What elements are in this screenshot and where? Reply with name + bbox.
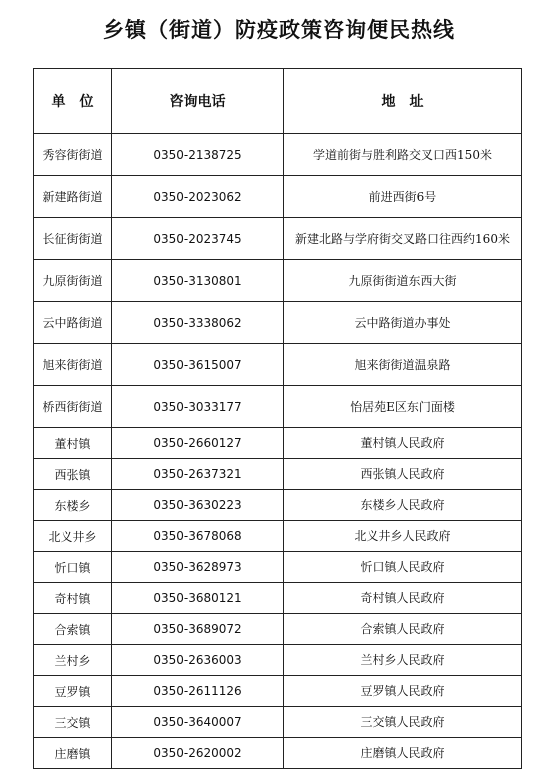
phone-cell: 0350-2023062 [112, 176, 284, 218]
table-row [34, 344, 522, 386]
unit-cell: 秀容街街道 [34, 134, 112, 176]
phone-cell: 0350-3689072 [112, 614, 284, 645]
table-row [34, 707, 522, 738]
column-header-phone: 咨询电话 [112, 69, 284, 134]
table-row [34, 134, 522, 176]
address-cell: 董村镇人民政府 [284, 428, 522, 459]
unit-cell: 忻口镇 [34, 552, 112, 583]
unit-cell: 九原街街道 [34, 260, 112, 302]
phone-cell: 0350-2023745 [112, 218, 284, 260]
table-row [34, 176, 522, 218]
table-body [34, 134, 522, 769]
phone-cell: 0350-2660127 [112, 428, 284, 459]
table-row [34, 428, 522, 459]
address-cell: 云中路街道办事处 [284, 302, 522, 344]
phone-cell: 0350-3630223 [112, 490, 284, 521]
unit-cell: 西张镇 [34, 459, 112, 490]
address-cell: 新建北路与学府街交叉路口往西约160米 [284, 218, 522, 260]
phone-cell: 0350-2611126 [112, 676, 284, 707]
table-row [34, 614, 522, 645]
unit-cell: 新建路街道 [34, 176, 112, 218]
phone-cell: 0350-3640007 [112, 707, 284, 738]
address-cell: 忻口镇人民政府 [284, 552, 522, 583]
unit-cell: 兰村乡 [34, 645, 112, 676]
address-cell: 三交镇人民政府 [284, 707, 522, 738]
table-row [34, 583, 522, 614]
table-header-row [34, 69, 522, 134]
column-header-address: 地 址 [284, 69, 522, 134]
address-cell: 怡居苑E区东门面楼 [284, 386, 522, 428]
address-cell: 学道前街与胜利路交叉口西150米 [284, 134, 522, 176]
column-header-unit: 单 位 [34, 69, 112, 134]
table-row [34, 676, 522, 707]
phone-cell: 0350-3130801 [112, 260, 284, 302]
hotline-table [33, 68, 522, 769]
address-cell: 东楼乡人民政府 [284, 490, 522, 521]
address-cell: 兰村乡人民政府 [284, 645, 522, 676]
unit-cell: 东楼乡 [34, 490, 112, 521]
address-cell: 九原街街道东西大街 [284, 260, 522, 302]
table-row [34, 552, 522, 583]
table-row [34, 302, 522, 344]
table-row [34, 645, 522, 676]
table-row [34, 459, 522, 490]
unit-cell: 云中路街道 [34, 302, 112, 344]
address-cell: 庄磨镇人民政府 [284, 738, 522, 769]
table-row [34, 218, 522, 260]
phone-cell: 0350-2636003 [112, 645, 284, 676]
table-row [34, 386, 522, 428]
address-cell: 西张镇人民政府 [284, 459, 522, 490]
phone-cell: 0350-3338062 [112, 302, 284, 344]
unit-cell: 合索镇 [34, 614, 112, 645]
unit-cell: 三交镇 [34, 707, 112, 738]
table-row [34, 490, 522, 521]
table-row [34, 521, 522, 552]
table-row [34, 260, 522, 302]
address-cell: 合索镇人民政府 [284, 614, 522, 645]
unit-cell: 庄磨镇 [34, 738, 112, 769]
unit-cell: 豆罗镇 [34, 676, 112, 707]
address-cell: 豆罗镇人民政府 [284, 676, 522, 707]
table-row [34, 738, 522, 769]
phone-cell: 0350-3628973 [112, 552, 284, 583]
unit-cell: 奇村镇 [34, 583, 112, 614]
phone-cell: 0350-3033177 [112, 386, 284, 428]
phone-cell: 0350-3678068 [112, 521, 284, 552]
phone-cell: 0350-2138725 [112, 134, 284, 176]
unit-cell: 北义井乡 [34, 521, 112, 552]
address-cell: 北义井乡人民政府 [284, 521, 522, 552]
phone-cell: 0350-2620002 [112, 738, 284, 769]
address-cell: 旭来街街道温泉路 [284, 344, 522, 386]
unit-cell: 董村镇 [34, 428, 112, 459]
unit-cell: 桥西街街道 [34, 386, 112, 428]
phone-cell: 0350-2637321 [112, 459, 284, 490]
phone-cell: 0350-3615007 [112, 344, 284, 386]
phone-cell: 0350-3680121 [112, 583, 284, 614]
unit-cell: 长征街街道 [34, 218, 112, 260]
address-cell: 奇村镇人民政府 [284, 583, 522, 614]
unit-cell: 旭来街街道 [34, 344, 112, 386]
page-title: 乡镇（街道）防疫政策咨询便民热线 [103, 18, 455, 42]
address-cell: 前进西街6号 [284, 176, 522, 218]
